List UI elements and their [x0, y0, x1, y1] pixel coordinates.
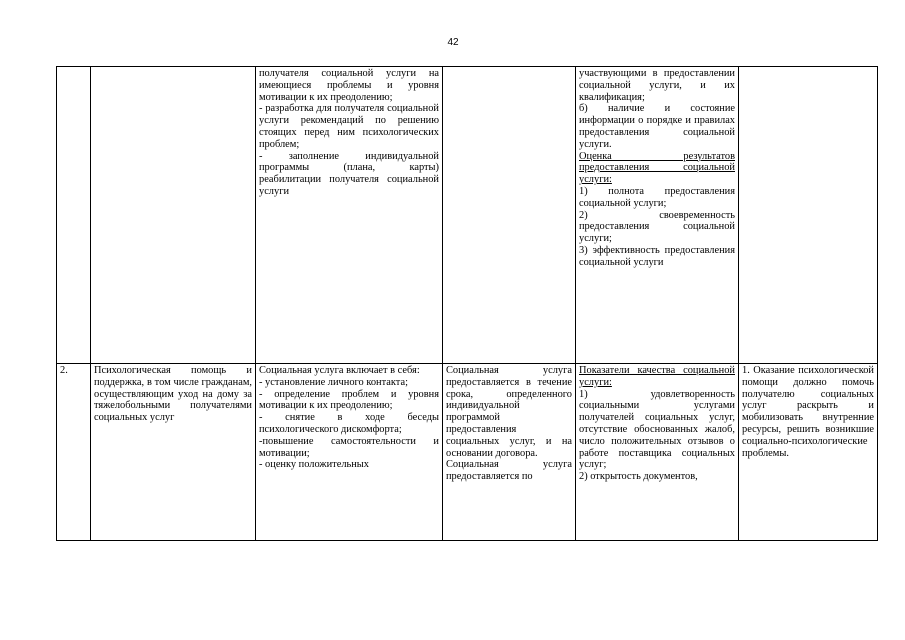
cell-paragraph: Социальная услуга предоставляется в течение срока, определенного индивидуальной программой предоставления социальных услуг, и на основании договора. — [446, 365, 572, 459]
service-name-cell — [91, 67, 256, 364]
row-number-cell — [57, 364, 91, 541]
services-table — [56, 66, 878, 541]
cell-paragraph: - снятие в ходе беседы психологического дискомфорта; — [259, 412, 439, 435]
cell-paragraph: получателя социальной услуги на имеющиеся проблемы и уровня мотивации к их преодолению; — [259, 68, 439, 103]
cell-paragraph: Оценка результатов предоставления социальной услуги: — [579, 150, 735, 186]
quality-indicators-cell — [576, 364, 739, 541]
row-number-cell — [57, 67, 91, 364]
cell-paragraph: 1) полнота предоставления социальной услуги; — [579, 185, 735, 209]
cell-paragraph: б) наличие и состояние информации о порядке и правилах предоставления социальной услуги. — [579, 103, 735, 150]
cell-paragraph: Психологическая помощь и поддержка, в том числе гражданам, осуществляющим уход на дому за тяжелобольными получателями социальных услуг — [94, 365, 252, 424]
quality-indicators-cell — [576, 67, 739, 364]
service-content-cell — [256, 67, 443, 364]
cell-paragraph: 2) открытость документов, — [579, 471, 698, 483]
cell-paragraph: - разработка для получателя социальной услуги рекомендаций по решению стоящих перед ним психологических проблем; — [259, 103, 439, 150]
page-number: 42 — [447, 37, 459, 48]
cell-paragraph: 1. Оказание психологической помощи должно помочь получателю социальных услуг раскрыть и мобилизовать внутренние ресурсы, решить возникшие социально-психологические проблемы. — [742, 365, 874, 459]
service-terms-cell — [443, 364, 576, 541]
cell-paragraph: - заполнение индивидуальной программы (плана, карты) реабилитации получателя социальной услуги — [259, 150, 439, 197]
table-row — [57, 364, 878, 541]
cell-paragraph: Социальная услуга включает в себя: — [259, 365, 420, 376]
service-name-cell — [91, 364, 256, 541]
cell-paragraph: 2) своевременность предоставления социальной услуги; — [579, 209, 735, 245]
cell-paragraph: 1) удовлетворенность социальными услугами получателей социальных услуг, отсутствие обоснованных жалоб, число положительных отзывов о работе поставщика социальных услуг; — [579, 388, 735, 471]
cell-paragraph: 2. — [60, 365, 68, 376]
cell-paragraph: Социальная услуга предоставляется по — [446, 459, 572, 483]
service-content-cell — [256, 364, 443, 541]
cell-paragraph: - определение проблем и уровня мотивации к их преодолению; — [259, 388, 439, 412]
cell-paragraph: - установление личного контакта; — [259, 376, 408, 388]
cell-paragraph: Показатели качества социальной услуги: — [579, 365, 735, 388]
table-body — [57, 67, 878, 541]
service-terms-cell — [443, 67, 576, 364]
service-conditions-cell — [739, 364, 878, 541]
cell-paragraph: участвующими в предоставлении социальной услуги, и их квалификация; — [579, 68, 735, 103]
service-conditions-cell — [739, 67, 878, 364]
cell-paragraph: 3) эффективность предоставления социальной услуги — [579, 244, 735, 268]
cell-paragraph: - оценку положительных — [259, 459, 369, 471]
table-row — [57, 67, 878, 364]
cell-paragraph: -повышение самостоятельности и мотивации; — [259, 435, 439, 459]
